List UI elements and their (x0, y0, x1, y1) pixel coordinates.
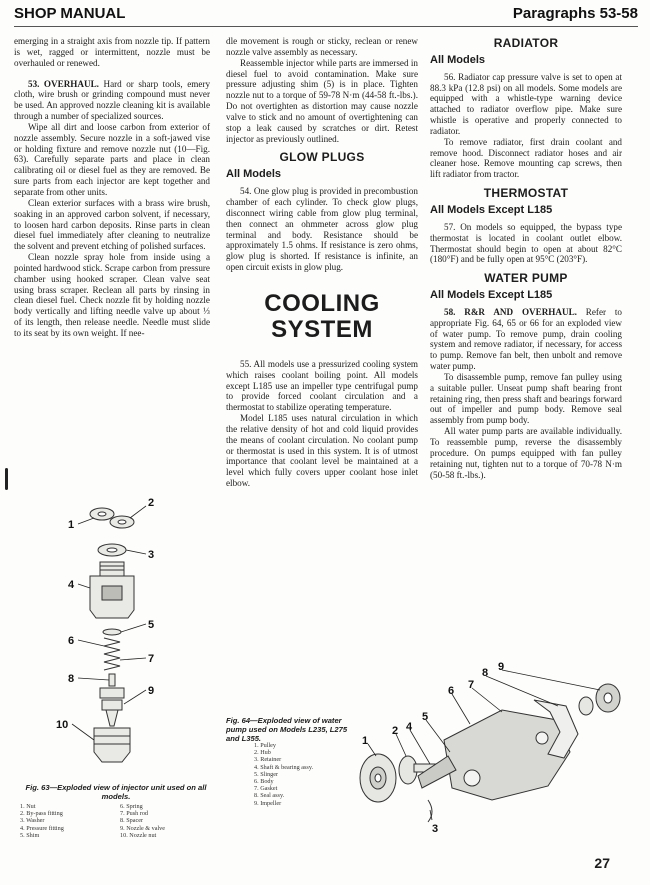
paragraph-lead: 53. OVERHAUL. (28, 78, 99, 89)
water-pump-exploded-diagram (352, 660, 637, 840)
injector-exploded-diagram (50, 490, 210, 780)
column-2 (226, 36, 418, 489)
figure-63-legend-right: 6. Spring 7. Push rod 8. Spacer 9. Nozzle & valve 10. Nozzle nut (120, 803, 166, 839)
paragraph: 53. OVERHAUL. Hard or sharp tools, emery cloth, wire brush or grinding compound must never be used. An approved nozzle cleaning kit is available through a number of specialized sources. (14, 78, 211, 122)
callout-label: 1 (68, 519, 75, 531)
figure-63-caption: Fig. 63—Exploded view of injector unit used on all models. (25, 783, 207, 801)
paragraph: dle movement is rough or sticky, reclean or renew nozzle valve assembly as necessary. (226, 36, 418, 57)
figure-64-caption: Fig. 64—Exploded view of water pump used on Models L235, L275 and L355. (226, 716, 348, 743)
callout-label: 5 (422, 711, 429, 723)
callout-label: 6 (68, 635, 75, 647)
page-number: 27 (594, 855, 610, 871)
paragraph: To disassemble pump, remove fan pulley using a suitable puller. Unseat pump shaft bearing front retaining ring, then press shaft and bearings forward out of impeller and pump body. Remove seal assembly from pump body. (430, 371, 622, 426)
callout-label: 2 (148, 497, 155, 509)
paragraph: emerging in a straight axis from nozzle tip. If pattern is wet, ragged or intermittent, nozzle must be overhauled or renewed. (14, 36, 210, 68)
section-heading-thermostat: THERMOSTAT (483, 186, 569, 201)
chapter-heading-cooling-system: COOLING SYSTEM (264, 289, 380, 343)
callout-label: 1 (362, 735, 369, 747)
callout-label: 7 (148, 653, 155, 665)
callout-label: 9 (498, 661, 505, 673)
paragraph: Reassemble injector while parts are immersed in diesel fuel to avoid contamination. Make sure pressure adjusting shim (5) is in place. Tighten nozzle nut to a torque of 59-78 N·m (44-58 ft.-lbs.). Do not overtighten as distortion may cause nozzle valve to stick and no amount of overtightening can stop a leak caused by scratches or dirt. Retest injector as previously outlined. (226, 57, 418, 144)
paragraph: 57. On models so equipped, the bypass type thermostat is located in coolant outlet elbow. Thermostat should begin to open at about 82°C (180°F) and be fully open at 95°C (203°F). (430, 221, 622, 265)
section-heading-water-pump: WATER PUMP (484, 271, 568, 286)
column-3 (430, 36, 622, 480)
paragraph: 56. Radiator cap pressure valve is set to open at 88.3 kPa (12.8 psi) on all models. Some models are equipped with a whistle-type warning device attached to radiator overflow pipe. Make sure whistle is operative and properly connected to radiator. (430, 71, 622, 136)
callout-label: 9 (148, 685, 155, 697)
callout-label: 3 (148, 549, 155, 561)
callout-label: 8 (482, 667, 489, 679)
callout-label: 3 (432, 823, 439, 835)
paragraph: All water pump parts are available individually. To reassemble pump, reverse the disassembly procedure. On pumps equipped with fan pulley retaining nut, tighten nut to a torque of 70-78 N·m (50-58 ft.-lbs.). (430, 426, 622, 480)
margin-mark (5, 468, 8, 490)
callout-label: 10 (56, 719, 69, 731)
paragraph-lead: 58. R&R AND OVERHAUL. (444, 306, 577, 317)
subheading: All Models (430, 53, 486, 66)
callout-label: 4 (68, 579, 75, 591)
callout-label: 2 (392, 725, 399, 737)
paragraph: 58. R&R AND OVERHAUL. Refer to appropriate Fig. 64, 65 or 66 for an exploded view of water pump. To remove pump, drain cooling system and remove radiator, if necessary, for access to pump. Remove fan belt, then unbolt and remove water pump. (430, 306, 622, 372)
running-header-right: Paragraphs 53-58 (512, 5, 638, 22)
figure-64-legend: 1. Pulley 2. Hub 3. Retainer 4. Shaft & bearing assy. 5. Slinger 6. Body 7. Gasket 8. Seal assy. 9. Impeller (254, 742, 314, 807)
paragraph: To remove radiator, first drain coolant and remove hood. Disconnect radiator hoses and air cleaner hose. Remove mounting cap screws, then lift radiator from tractor. (430, 136, 622, 180)
paragraph: 54. One glow plug is provided in precombustion chamber of each cylinder. To check glow plugs, disconnect wiring cable from glow plug terminal, then connect an ohmmeter across glow plug terminal and body. Resistance should be approximately 1.5 ohms. If resistance is zero ohms, glow plug is shorted. If resistance is infinite, an open circuit exists in glow plug. (226, 186, 418, 273)
subheading: All Models (226, 168, 282, 181)
paragraph: 55. All models use a pressurized cooling system which raises coolant boiling point. All models except L185 use an impeller type centrifugal pump to provide forced coolant circulation and a thermostat to stabilize operating temperature. (226, 358, 418, 413)
figure-63-legend-left: 1. Nut 2. By-pass fitting 3. Washer 4. Pressure fitting 5. Shim (20, 803, 64, 839)
paragraph: Clean exterior surfaces with a brass wire brush, soaking in an approved carbon solvent, if necessary, to loosen hard carbon deposits. Rinse parts in clean diesel fuel immediately after cleaning to neutralize the solvent and prevent etching of polished surfaces. (14, 197, 210, 252)
section-heading-radiator: RADIATOR (493, 36, 559, 50)
section-heading-glow-plugs: GLOW PLUGS (279, 150, 365, 165)
callout-label: 7 (468, 679, 475, 691)
callout-label: 8 (68, 673, 75, 685)
callout-label: 5 (148, 619, 155, 631)
callout-label: 4 (406, 721, 413, 733)
callout-label: 6 (448, 685, 455, 697)
column-1 (14, 36, 210, 339)
paragraph: Model L185 uses natural circulation in which the relative density of hot and cold liquid provides the means of coolant circulation. No coolant pump or thermostat is used in this system. It is of utmost importance that coolant level be maintained at a level which fully covers upper coolant hose inlet elbow. (226, 413, 418, 489)
paragraph: Clean nozzle spray hole from inside using a pointed hardwood stick. Scrape carbon from pressure chamber using hooked scraper. Clean valve seat using brass scraper. Reclean all parts by rinsing in clean diesel fuel. Check nozzle fit by holding nozzle body vertically and lifting needle valve up about ⅓ of its length, then release needle. Needle must slide to its seat by its own weight. If nee- (14, 252, 210, 338)
header-rule (14, 26, 638, 27)
paragraph: Wipe all dirt and loose carbon from exterior of nozzle assembly. Secure nozzle in a soft-jawed vise or holding fixture and remove nozzle nut (10—Fig. 63). Carefully separate parts and place in clean calibrating oil or diesel fuel as they are removed. Be sure parts from each injector are kept together and separate from other units. (14, 121, 210, 197)
subheading: All Models Except L185 (430, 203, 553, 216)
running-header-left: SHOP MANUAL (14, 5, 126, 22)
subheading: All Models Except L185 (430, 289, 553, 302)
